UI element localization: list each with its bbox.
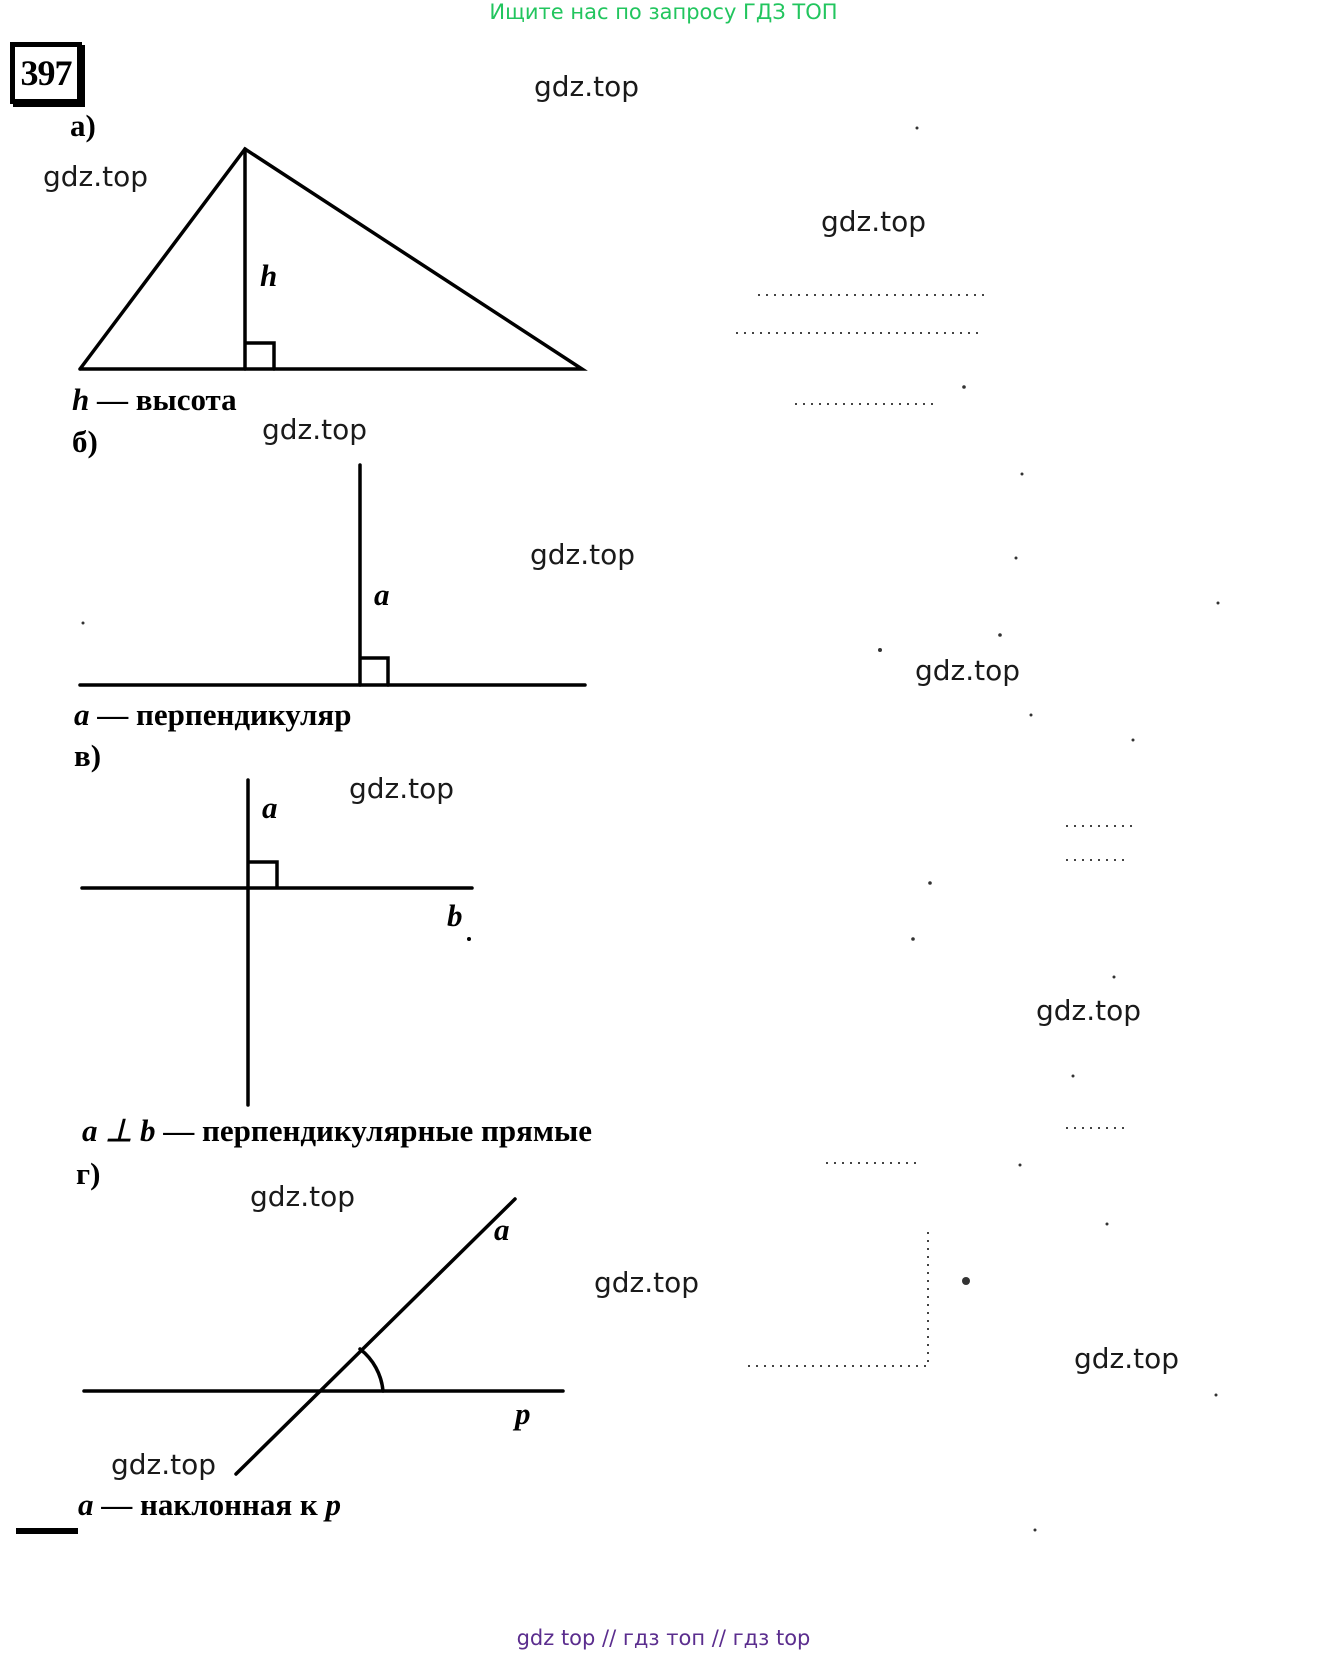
line-a-label: a	[262, 790, 278, 825]
watermark: gdz.top	[1036, 994, 1142, 1027]
height-label: h	[260, 258, 278, 293]
watermark: gdz.top	[1074, 1342, 1180, 1375]
oblique-figure	[84, 1199, 563, 1474]
watermark: gdz.top	[250, 1180, 356, 1213]
watermark: gdz.top	[349, 772, 455, 805]
oblique-line-label: a	[494, 1212, 510, 1247]
caption-a-text: — высота	[97, 382, 237, 417]
right-angle-mark	[249, 862, 277, 887]
caption-g-end: p	[325, 1487, 341, 1522]
right-angle-mark	[361, 658, 388, 685]
watermark: gdz.top	[111, 1448, 217, 1481]
footer-links: gdz top // гдз топ // гдз top	[516, 1626, 811, 1650]
perpendicular-figure	[80, 465, 585, 685]
angle-arc	[360, 1349, 383, 1391]
watermark: gdz.top	[530, 538, 636, 571]
stray-dot	[467, 937, 471, 941]
part-a-label: а)	[70, 108, 96, 143]
part-b-label: б)	[72, 424, 98, 459]
caption-g	[78, 1487, 341, 1523]
bottom-bar	[16, 1528, 78, 1534]
caption-g-text: — наклонная к	[101, 1487, 318, 1522]
search-banner: Ищите нас по запросу ГДЗ ТОП	[489, 0, 838, 24]
part-v-label: в)	[74, 738, 102, 773]
watermark: gdz.top	[594, 1266, 700, 1299]
caption-v-var: a ⊥ b	[82, 1113, 156, 1148]
watermark: gdz.top	[262, 413, 368, 446]
caption-b	[74, 697, 351, 733]
caption-a	[72, 382, 237, 418]
caption-v	[82, 1113, 592, 1149]
right-angle-mark	[246, 343, 274, 369]
caption-b-text: — перпендикуляр	[97, 697, 352, 732]
watermark: gdz.top	[534, 70, 640, 103]
problem-number: 397	[10, 42, 82, 104]
caption-b-var: a	[74, 697, 90, 732]
line-a	[236, 1199, 515, 1474]
watermark: gdz.top	[43, 160, 149, 193]
watermark: gdz.top	[915, 654, 1021, 687]
perpendicular-line-label: a	[374, 577, 390, 612]
line-p-label: p	[515, 1396, 531, 1431]
triangle-figure	[80, 149, 582, 369]
line-b-label: b	[447, 898, 463, 933]
perpendicular-lines-figure	[82, 780, 472, 1105]
caption-g-var: a	[78, 1487, 94, 1522]
watermark: gdz.top	[821, 205, 927, 238]
caption-a-var: h	[72, 382, 90, 417]
scan-artifacts	[736, 295, 1138, 1366]
caption-v-text: — перпендикулярные прямые	[163, 1113, 592, 1148]
part-g-label: г)	[76, 1156, 101, 1191]
